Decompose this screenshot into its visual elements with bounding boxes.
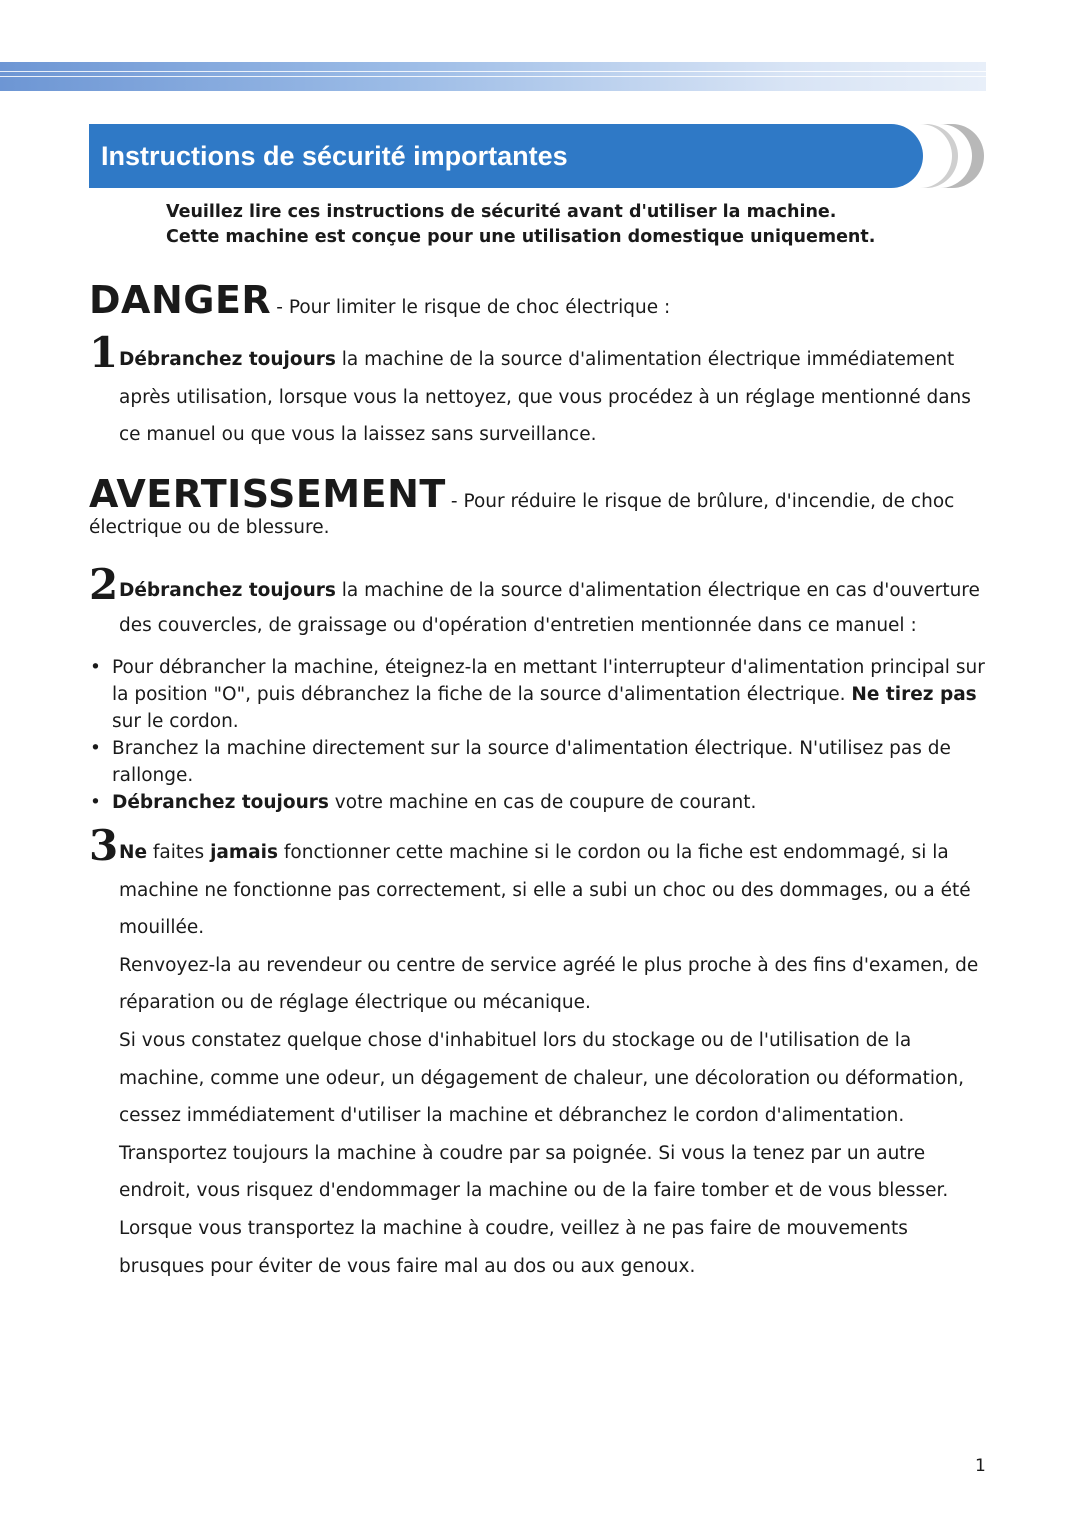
item-2-bold: Débranchez toujours <box>119 580 336 601</box>
bullet-item <box>89 789 989 816</box>
item-3-para-3: Si vous constatez quelque chose d'inhabituel lors du stockage ou de l'utilisation de la machine, comme une odeur, un dégagement de chaleur, une décoloration ou déformation, cessez immédiatement d'utiliser la machine et débranchez le cordon d'alimentation. <box>119 1029 964 1127</box>
header-band-line <box>0 76 986 77</box>
item-3-text <box>119 834 989 1285</box>
item-3-word: faites <box>152 842 205 863</box>
item-3-bold-jamais: jamais <box>210 842 279 863</box>
item-3-body: fonctionner cette machine si le cordon ou la fiche est endommagé, si la machine ne fonctionne pas correctement, si elle a subi un choc ou des dommages, ou a été mouillée. <box>119 842 971 939</box>
item-number-3: 3 <box>89 821 119 870</box>
bullet-2-text: Branchez la machine directement sur la source d'alimentation électrique. N'utilisez pas de rallonge. <box>112 738 951 786</box>
banner-end-cap-icon <box>920 124 984 188</box>
item-1-body: la machine de la source d'alimentation électrique immédiatement après utilisation, lorsque vous la nettoyez, que vous procédez à un réglage mentionné dans ce manuel ou que vous la laissez sans surveillance. <box>119 349 971 446</box>
bullet-3-text: votre machine en cas de coupure de courant. <box>334 792 757 813</box>
intro-line-2: Cette machine est conçue pour une utilisation domestique uniquement. <box>166 227 876 247</box>
section-banner <box>89 124 923 188</box>
item-3-bold-ne: Ne <box>119 842 148 863</box>
header-band <box>0 62 986 91</box>
bullet-list <box>89 654 989 816</box>
item-1-bold: Débranchez toujours <box>119 349 336 370</box>
item-3-para-5: Lorsque vous transportez la machine à coudre, veillez à ne pas faire de mouvements brusques pour éviter de vous faire mal au dos ou aux genoux. <box>119 1217 908 1277</box>
bullet-1-end: sur le cordon. <box>112 711 239 732</box>
bullet-dot-icon: • <box>90 657 101 678</box>
section-title: Instructions de sécurité importantes <box>101 141 568 171</box>
bullet-1-text: Pour débrancher la machine, éteignez-la en mettant l'interrupteur d'alimentation principal sur la position "O", puis débranchez la fiche de la source d'alimentation électrique. <box>112 657 985 705</box>
bullet-1-bold: Ne tirez pas <box>851 684 977 705</box>
bullet-item <box>89 735 989 789</box>
item-3-para-2: Renvoyez-la au revendeur ou centre de service agréé le plus proche à des fins d'examen, de réparation ou de réglage électrique ou mécanique. <box>119 954 979 1014</box>
item-number-1: 1 <box>89 328 119 377</box>
warning-heading <box>89 472 989 541</box>
header-band-line <box>0 71 986 72</box>
bullet-3-bold: Débranchez toujours <box>112 792 329 813</box>
danger-subtitle: - Pour limiter le risque de choc électrique : <box>276 297 671 318</box>
bullet-item <box>89 654 989 735</box>
page-number: 1 <box>975 1456 986 1476</box>
item-1-text <box>119 341 989 454</box>
item-3-para-4: Transportez toujours la machine à coudre par sa poignée. Si vous la tenez par un autre endroit, vous risquez d'endommager la machine ou de la faire tomber et de vous blesser. <box>119 1142 949 1202</box>
item-3-first <box>119 834 989 947</box>
danger-heading <box>89 278 989 322</box>
bullet-dot-icon: • <box>90 792 101 813</box>
intro-line-1: Veuillez lire ces instructions de sécurité avant d'utiliser la machine. <box>166 202 837 222</box>
item-2-body: la machine de la source d'alimentation électrique en cas d'ouverture des couvercles, de graissage ou d'opération d'entretien mentionnée dans ce manuel : <box>119 580 980 636</box>
danger-label: DANGER <box>89 278 272 322</box>
warning-subtitle: - Pour réduire le risque de brûlure, d'incendie, de choc électrique ou de blessure. <box>89 491 955 538</box>
bullet-dot-icon: • <box>90 738 101 759</box>
item-2-text <box>119 573 989 643</box>
item-number-2: 2 <box>89 560 119 609</box>
warning-label: AVERTISSEMENT <box>89 472 446 516</box>
intro-text <box>166 200 1016 250</box>
